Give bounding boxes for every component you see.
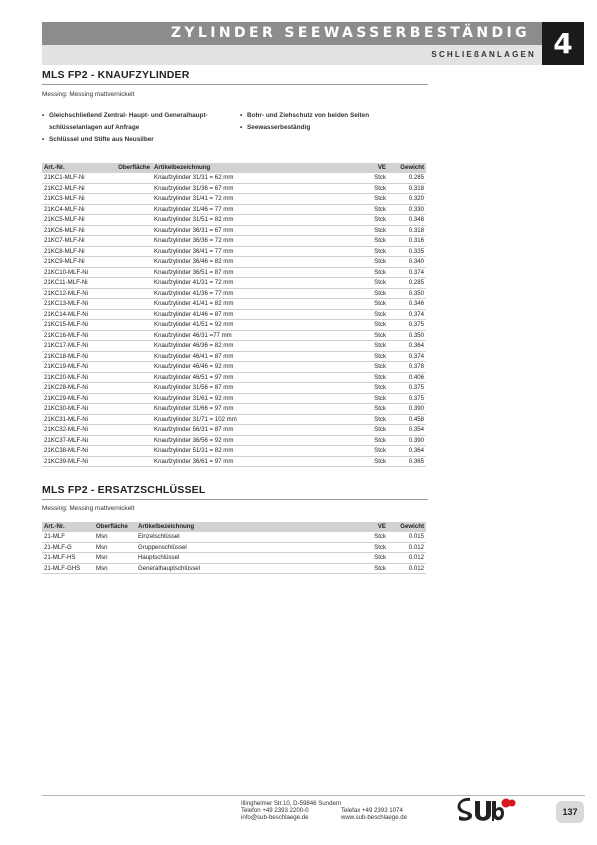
table-row xyxy=(42,320,426,331)
cell-ve: Stck xyxy=(348,393,388,404)
cell-artnr: 21KC13-MLF-Ni xyxy=(42,299,108,310)
cell-gewicht: 0.375 xyxy=(388,383,426,394)
cell-oberflaeche: Msn xyxy=(94,542,136,553)
cell-gewicht: 0.318 xyxy=(388,225,426,236)
cell-gewicht: 0.285 xyxy=(388,173,426,183)
cell-oberflaeche: Msn xyxy=(94,553,136,564)
cell-artnr: 21KC29-MLF-Ni xyxy=(42,393,108,404)
cell-artnr: 21KC39-MLF-Ni xyxy=(42,456,108,467)
cell-artikelbezeichnung: Knaufzylinder 51/31 = 82 mm xyxy=(152,446,348,457)
cell-artikelbezeichnung: Knaufzylinder 31/46 = 77 mm xyxy=(152,204,348,215)
table-header-row xyxy=(42,163,426,173)
cell-ve: Stck xyxy=(348,288,388,299)
cell-oberflaeche xyxy=(108,383,152,394)
cell-artnr: 21KC30-MLF-Ni xyxy=(42,404,108,415)
cell-artikelbezeichnung: Knaufzylinder 41/41 = 82 mm xyxy=(152,299,348,310)
cell-ve: Stck xyxy=(348,299,388,310)
header-title: ZYLINDER SEEWASSERBESTÄNDIG xyxy=(42,22,542,45)
cell-gewicht: 0.378 xyxy=(388,362,426,373)
table-header-row xyxy=(42,522,426,532)
cell-ve: Stck xyxy=(348,183,388,194)
cell-artnr: 21KC15-MLF-Ni xyxy=(42,320,108,331)
cell-gewicht: 0.350 xyxy=(388,288,426,299)
cell-gewicht: 0.390 xyxy=(388,404,426,415)
table-row xyxy=(42,372,426,383)
cell-oberflaeche xyxy=(108,246,152,257)
table-row xyxy=(42,414,426,425)
cell-oberflaeche xyxy=(108,204,152,215)
cell-artnr: 21KC2-MLF-Ni xyxy=(42,183,108,194)
cell-artnr: 21KC18-MLF-Ni xyxy=(42,351,108,362)
cell-artikelbezeichnung: Knaufzylinder 31/66 = 97 mm xyxy=(152,404,348,415)
cell-oberflaeche xyxy=(108,278,152,289)
cell-ve: Stck xyxy=(348,542,388,553)
cell-gewicht: 0.285 xyxy=(388,278,426,289)
cell-ve: Stck xyxy=(348,236,388,247)
cell-oberflaeche xyxy=(108,393,152,404)
page-number: 137 xyxy=(556,801,584,823)
product-table-ersatzschluessel xyxy=(42,522,426,574)
footer-divider xyxy=(42,795,585,796)
section-divider xyxy=(42,84,428,85)
chapter-number: 4 xyxy=(542,22,584,65)
cell-artnr: 21KC16-MLF-Ni xyxy=(42,330,108,341)
cell-gewicht: 0.340 xyxy=(388,257,426,268)
cell-gewicht: 0.375 xyxy=(388,320,426,331)
cell-artikelbezeichnung: Knaufzylinder 46/51 = 97 mm xyxy=(152,372,348,383)
cell-oberflaeche xyxy=(108,404,152,415)
cell-oberflaeche xyxy=(108,446,152,457)
cell-artikelbezeichnung: Knaufzylinder 56/31 = 87 mm xyxy=(152,425,348,436)
table-row xyxy=(42,542,426,553)
cell-artikelbezeichnung: Gruppenschlüssel xyxy=(136,542,348,553)
cell-oberflaeche xyxy=(108,425,152,436)
table-row xyxy=(42,236,426,247)
feature-list-right xyxy=(240,110,369,134)
cell-ve: Stck xyxy=(348,362,388,373)
cell-ve: Stck xyxy=(348,173,388,183)
cell-artikelbezeichnung: Knaufzylinder 36/56 = 92 mm xyxy=(152,435,348,446)
cell-ve: Stck xyxy=(348,194,388,205)
table-row xyxy=(42,404,426,415)
cell-artnr: 21KC37-MLF-Ni xyxy=(42,435,108,446)
cell-artnr: 21KC9-MLF-Ni xyxy=(42,257,108,268)
col-header-artnr: Art.-Nr. xyxy=(42,522,94,532)
table-row xyxy=(42,288,426,299)
cell-gewicht: 0.350 xyxy=(388,330,426,341)
cell-artikelbezeichnung: Knaufzylinder 46/41 = 87 mm xyxy=(152,351,348,362)
cell-artnr: 21KC10-MLF-Ni xyxy=(42,267,108,278)
cell-ve: Stck xyxy=(348,330,388,341)
cell-artnr: 21KC5-MLF-Ni xyxy=(42,215,108,226)
feature-item: • Seewasserbeständig xyxy=(240,122,369,134)
cell-ve: Stck xyxy=(348,414,388,425)
cell-oberflaeche xyxy=(108,456,152,467)
cell-ve: Stck xyxy=(348,204,388,215)
cell-artikelbezeichnung: Knaufzylinder 31/41 = 72 mm xyxy=(152,194,348,205)
footer-address-block xyxy=(241,800,341,821)
cell-gewicht: 0.346 xyxy=(388,299,426,310)
feature-item-continued: schlüsselanlagen auf Anfrage xyxy=(49,124,140,131)
cell-oberflaeche xyxy=(108,372,152,383)
cell-gewicht: 0.364 xyxy=(388,446,426,457)
cell-ve: Stck xyxy=(348,341,388,352)
cell-gewicht: 0.320 xyxy=(388,194,426,205)
cell-oberflaeche xyxy=(108,351,152,362)
footer-phone: Telefon +49 2393 2200-0 xyxy=(241,807,309,814)
cell-artnr: 21KC6-MLF-Ni xyxy=(42,225,108,236)
cell-gewicht: 0.015 xyxy=(388,532,426,542)
col-header-gewicht: Gewicht xyxy=(388,522,426,532)
cell-gewicht: 0.012 xyxy=(388,553,426,564)
cell-oberflaeche xyxy=(108,194,152,205)
cell-gewicht: 0.458 xyxy=(388,414,426,425)
feature-item: • Bohr- und Ziehschutz von beiden Seiten xyxy=(240,110,369,122)
cell-oberflaeche: Msn xyxy=(94,563,136,574)
cell-artnr: 21KC20-MLF-Ni xyxy=(42,372,108,383)
col-header-ve: VE xyxy=(348,163,388,173)
material-note: Messing: Messing mattvernickelt xyxy=(42,91,135,98)
cell-ve: Stck xyxy=(348,246,388,257)
cell-artnr: 21KC1-MLF-Ni xyxy=(42,173,108,183)
cell-artnr: 21KC38-MLF-Ni xyxy=(42,446,108,457)
cell-artikelbezeichnung: Hauptschlüssel xyxy=(136,553,348,564)
cell-ve: Stck xyxy=(348,425,388,436)
col-header-artnr: Art.-Nr. xyxy=(42,163,108,173)
cell-artnr: 21-MLF-GHS xyxy=(42,563,94,574)
table-row xyxy=(42,246,426,257)
feature-item: • Gleichschließend Zentral- Haupt- und Generalhaupt- xyxy=(42,110,208,122)
section-title-ersatzschluessel: MLS FP2 - ERSATZSCHLÜSSEL xyxy=(42,484,206,496)
cell-gewicht: 0.374 xyxy=(388,267,426,278)
cell-gewicht: 0.375 xyxy=(388,393,426,404)
cell-ve: Stck xyxy=(348,435,388,446)
table-row xyxy=(42,173,426,183)
col-header-artikelbezeichnung: Artikelbezeichnung xyxy=(152,163,348,173)
table-row xyxy=(42,183,426,194)
cell-artikelbezeichnung: Knaufzylinder 46/46 = 92 mm xyxy=(152,362,348,373)
cell-oberflaeche xyxy=(108,299,152,310)
table-row xyxy=(42,204,426,215)
table-row xyxy=(42,383,426,394)
cell-artikelbezeichnung: Knaufzylinder 41/36 = 77 mm xyxy=(152,288,348,299)
cell-ve: Stck xyxy=(348,278,388,289)
cell-oberflaeche xyxy=(108,362,152,373)
material-note: Messing: Messing mattvernickelt xyxy=(42,505,135,512)
cell-oberflaeche xyxy=(108,236,152,247)
cell-artikelbezeichnung: Knaufzylinder 46/36 = 82 mm xyxy=(152,341,348,352)
footer-contact-block xyxy=(341,807,407,821)
cell-artnr: 21KC17-MLF-Ni xyxy=(42,341,108,352)
cell-ve: Stck xyxy=(348,320,388,331)
cell-gewicht: 0.406 xyxy=(388,372,426,383)
cell-ve: Stck xyxy=(348,215,388,226)
cell-oberflaeche xyxy=(108,414,152,425)
cell-artnr: 21-MLF-G xyxy=(42,542,94,553)
header-subtitle: SCHLIEßANLAGEN xyxy=(42,45,542,65)
cell-gewicht: 0.012 xyxy=(388,563,426,574)
cell-oberflaeche xyxy=(108,341,152,352)
footer-web[interactable]: www.sub-beschlaege.de xyxy=(341,814,408,821)
cell-ve: Stck xyxy=(348,532,388,542)
table-row xyxy=(42,425,426,436)
cell-oberflaeche xyxy=(108,330,152,341)
cell-gewicht: 0.365 xyxy=(388,456,426,467)
cell-artikelbezeichnung: Knaufzylinder 41/46 = 87 mm xyxy=(152,309,348,320)
cell-artnr: 21KC3-MLF-Ni xyxy=(42,194,108,205)
cell-artnr: 21KC11-MLF-Ni xyxy=(42,278,108,289)
footer-fax: Telefax +49 2393 1074 xyxy=(341,807,403,814)
cell-oberflaeche xyxy=(108,267,152,278)
company-logo xyxy=(456,797,516,825)
col-header-gewicht: Gewicht xyxy=(388,163,426,173)
cell-artnr: 21KC19-MLF-Ni xyxy=(42,362,108,373)
cell-artikelbezeichnung: Knaufzylinder 31/56 = 87 mm xyxy=(152,383,348,394)
cell-artikelbezeichnung: Knaufzylinder 36/46 = 82 mm xyxy=(152,257,348,268)
cell-ve: Stck xyxy=(348,563,388,574)
table-row xyxy=(42,257,426,268)
cell-artikelbezeichnung: Knaufzylinder 41/51 = 92 mm xyxy=(152,320,348,331)
cell-artikelbezeichnung: Knaufzylinder 46/31 =77 mm xyxy=(152,330,348,341)
cell-oberflaeche: Msn xyxy=(94,532,136,542)
footer-email[interactable]: info@sub-beschlaege.de xyxy=(241,814,309,821)
cell-artnr: 21KC8-MLF-Ni xyxy=(42,246,108,257)
cell-gewicht: 0.364 xyxy=(388,341,426,352)
cell-artnr: 21KC28-MLF-Ni xyxy=(42,383,108,394)
table-row xyxy=(42,215,426,226)
cell-gewicht: 0.374 xyxy=(388,309,426,320)
table-row xyxy=(42,532,426,542)
cell-ve: Stck xyxy=(348,383,388,394)
cell-artikelbezeichnung: Knaufzylinder 36/36 = 72 mm xyxy=(152,236,348,247)
cell-oberflaeche xyxy=(108,320,152,331)
cell-oberflaeche xyxy=(108,215,152,226)
cell-ve: Stck xyxy=(348,372,388,383)
cell-artikelbezeichnung: Knaufzylinder 31/71 = 102 mm xyxy=(152,414,348,425)
table-row xyxy=(42,456,426,467)
feature-list-left xyxy=(42,110,208,146)
table-row xyxy=(42,330,426,341)
cell-ve: Stck xyxy=(348,446,388,457)
cell-artikelbezeichnung: Knaufzylinder 31/36 = 67 mm xyxy=(152,183,348,194)
table-row xyxy=(42,278,426,289)
table-row xyxy=(42,341,426,352)
col-header-oberflaeche: Oberfläche xyxy=(94,522,136,532)
table-row xyxy=(42,435,426,446)
cell-artikelbezeichnung: Knaufzylinder 36/41 = 77 mm xyxy=(152,246,348,257)
cell-gewicht: 0.348 xyxy=(388,215,426,226)
cell-artnr: 21KC4-MLF-Ni xyxy=(42,204,108,215)
cell-artikelbezeichnung: Knaufzylinder 36/31 = 67 mm xyxy=(152,225,348,236)
cell-ve: Stck xyxy=(348,553,388,564)
table-row xyxy=(42,446,426,457)
table-row xyxy=(42,299,426,310)
cell-ve: Stck xyxy=(348,404,388,415)
table-row xyxy=(42,563,426,574)
table-row xyxy=(42,553,426,564)
cell-gewicht: 0.354 xyxy=(388,425,426,436)
cell-ve: Stck xyxy=(348,225,388,236)
cell-oberflaeche xyxy=(108,183,152,194)
cell-oberflaeche xyxy=(108,435,152,446)
cell-oberflaeche xyxy=(108,257,152,268)
cell-artnr: 21KC32-MLF-Ni xyxy=(42,425,108,436)
cell-gewicht: 0.374 xyxy=(388,351,426,362)
cell-artikelbezeichnung: Knaufzylinder 41/31 = 72 mm xyxy=(152,278,348,289)
cell-artikelbezeichnung: Knaufzylinder 31/61 = 92 mm xyxy=(152,393,348,404)
cell-ve: Stck xyxy=(348,456,388,467)
table-row xyxy=(42,362,426,373)
col-header-artikelbezeichnung: Artikelbezeichnung xyxy=(136,522,348,532)
table-row xyxy=(42,267,426,278)
cell-gewicht: 0.316 xyxy=(388,236,426,247)
cell-artikelbezeichnung: Knaufzylinder 31/31 = 62 mm xyxy=(152,173,348,183)
cell-ve: Stck xyxy=(348,309,388,320)
cell-artnr: 21-MLF-HS xyxy=(42,553,94,564)
cell-artikelbezeichnung: Knaufzylinder 31/51 = 82 mm xyxy=(152,215,348,226)
table-row xyxy=(42,309,426,320)
cell-oberflaeche xyxy=(108,309,152,320)
cell-ve: Stck xyxy=(348,267,388,278)
cell-ve: Stck xyxy=(348,257,388,268)
product-table-knaufzylinder xyxy=(42,163,426,467)
section-divider xyxy=(42,499,428,500)
feature-item: • Schlüssel und Stifte aus Neusilber xyxy=(42,134,208,146)
cell-artnr: 21KC14-MLF-Ni xyxy=(42,309,108,320)
table-row xyxy=(42,351,426,362)
cell-artikelbezeichnung: Knaufzylinder 36/61 = 97 mm xyxy=(152,456,348,467)
cell-artnr: 21KC7-MLF-Ni xyxy=(42,236,108,247)
cell-oberflaeche xyxy=(108,288,152,299)
table-row xyxy=(42,225,426,236)
col-header-oberflaeche: Oberfläche xyxy=(108,163,152,173)
cell-artnr: 21KC12-MLF-Ni xyxy=(42,288,108,299)
footer-address: Illingheimer Str.10, D-59846 Sundern xyxy=(241,800,342,807)
cell-artnr: 21KC31-MLF-Ni xyxy=(42,414,108,425)
section-title-knaufzylinder: MLS FP2 - KNAUFZYLINDER xyxy=(42,69,190,81)
table-row xyxy=(42,194,426,205)
cell-gewicht: 0.012 xyxy=(388,542,426,553)
cell-artikelbezeichnung: Generalhauptschlüssel xyxy=(136,563,348,574)
cell-oberflaeche xyxy=(108,225,152,236)
cell-gewicht: 0.318 xyxy=(388,183,426,194)
cell-ve: Stck xyxy=(348,351,388,362)
cell-gewicht: 0.330 xyxy=(388,204,426,215)
cell-artikelbezeichnung: Knaufzylinder 36/51 = 87 mm xyxy=(152,267,348,278)
cell-gewicht: 0.390 xyxy=(388,435,426,446)
col-header-ve: VE xyxy=(348,522,388,532)
cell-oberflaeche xyxy=(108,173,152,183)
table-row xyxy=(42,393,426,404)
cell-artikelbezeichnung: Einzelschlüssel xyxy=(136,532,348,542)
cell-gewicht: 0.335 xyxy=(388,246,426,257)
cell-artnr: 21-MLF xyxy=(42,532,94,542)
